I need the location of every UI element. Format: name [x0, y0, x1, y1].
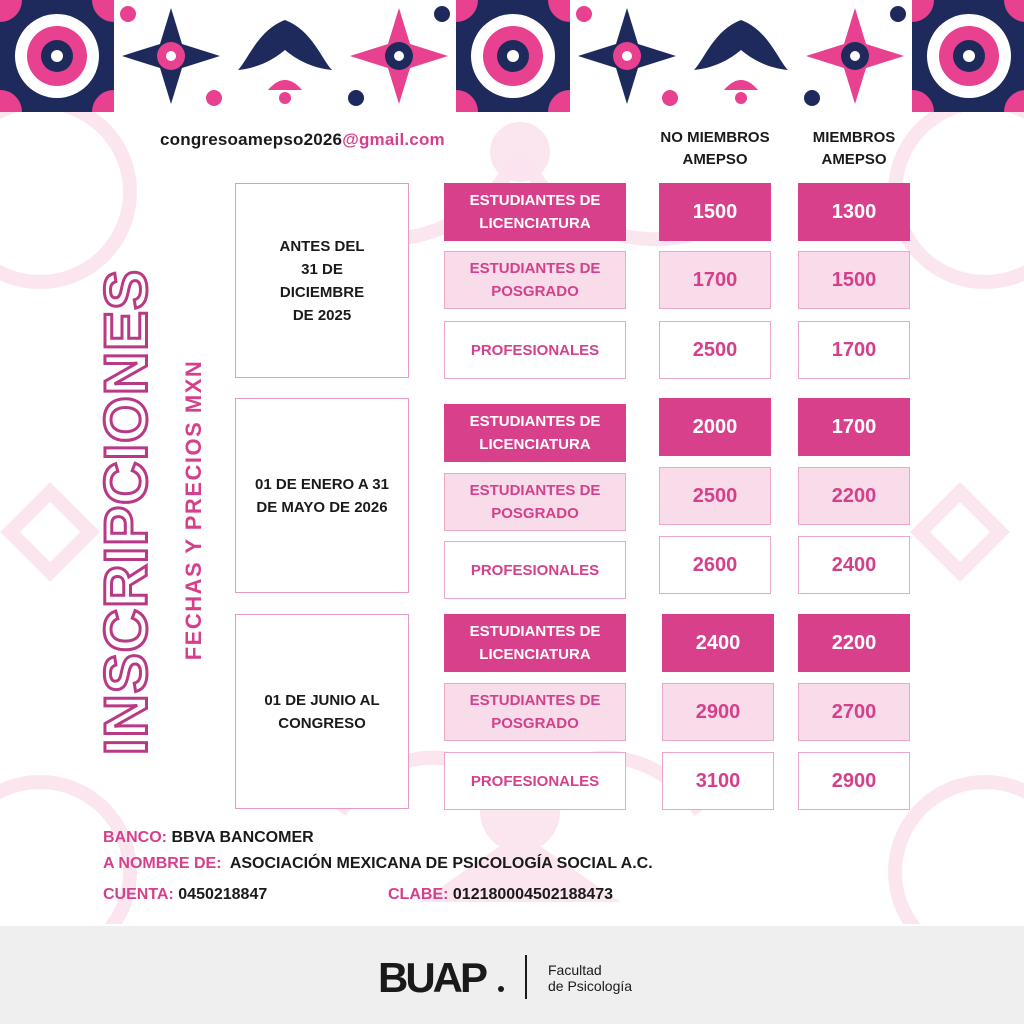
category-undergrad-2: ESTUDIANTES DE LICENCIATURA	[444, 404, 626, 462]
tile-star-icon	[798, 0, 912, 112]
tile-bird-icon	[684, 0, 798, 112]
logo-dot-icon	[498, 986, 504, 992]
clabe-line	[388, 886, 613, 904]
price-cell: 2400	[662, 614, 774, 672]
account-line	[103, 886, 267, 904]
category-undergrad-3: ESTUDIANTES DE LICENCIATURA	[444, 614, 626, 672]
tile-flower-icon	[912, 0, 1024, 112]
tile-star-icon	[570, 0, 684, 112]
bank-label: BANCO:	[103, 829, 167, 846]
category-postgrad-3: ESTUDIANTES DE POSGRADO	[444, 683, 626, 741]
price-cell: 1500	[659, 183, 771, 241]
tile-star-icon	[342, 0, 456, 112]
price-cell: 2200	[798, 614, 910, 672]
account-value: 0450218847	[178, 886, 268, 903]
category-professional-3: PROFESIONALES	[444, 752, 626, 810]
price-cell: 1700	[798, 321, 910, 379]
price-cell: 1500	[798, 251, 910, 309]
category-postgrad-1: ESTUDIANTES DE POSGRADO	[444, 251, 626, 309]
price-cell: 2900	[662, 683, 774, 741]
period-label-3: 01 DE JUNIO AL CONGRESO	[235, 614, 409, 809]
buap-logo: BUAP	[378, 954, 486, 1001]
holder-value: ASOCIACIÓN MEXICANA DE PSICOLOGÍA SOCIAL A.C.	[229, 855, 653, 872]
price-cell: 3100	[662, 752, 774, 810]
category-professional-2: PROFESIONALES	[444, 541, 626, 599]
period-label-2: 01 DE ENERO A 31 DE MAYO DE 2026	[235, 398, 409, 593]
decorative-banner	[0, 0, 1024, 112]
tile-flower-icon	[456, 0, 570, 112]
price-cell: 1700	[659, 251, 771, 309]
holder-line	[103, 855, 653, 873]
column-header-members: MIEMBROS AMEPSO	[812, 129, 896, 168]
column-header-non-members: NO MIEMBROS AMEPSO	[660, 129, 770, 168]
price-cell: 2700	[798, 683, 910, 741]
email-user: congresoamepso2026	[160, 130, 343, 149]
period-label-1: ANTES DEL 31 DE DICIEMBRE DE 2025	[235, 183, 409, 378]
tile-bird-icon	[228, 0, 342, 112]
holder-label: A NOMBRE DE:	[103, 855, 222, 872]
price-cell: 2200	[798, 467, 910, 525]
clabe-label: CLABE:	[388, 886, 449, 903]
footer-divider	[525, 955, 527, 999]
bank-value: BBVA BANCOMER	[171, 829, 314, 846]
faculty-name	[548, 962, 632, 994]
bank-line	[103, 829, 314, 847]
account-label: CUENTA:	[103, 886, 174, 903]
faculty-line-2: de Psicología	[548, 978, 633, 994]
price-cell: 1700	[798, 398, 910, 456]
tile-flower-icon	[0, 0, 114, 112]
price-cell: 2500	[659, 321, 771, 379]
price-cell: 2500	[659, 467, 771, 525]
email-domain: @gmail.com	[342, 130, 445, 149]
footer	[0, 926, 1024, 1024]
price-cell: 2900	[798, 752, 910, 810]
category-undergrad-1: ESTUDIANTES DE LICENCIATURA	[444, 183, 626, 241]
page-title: INSCRIPCIONES	[92, 268, 160, 756]
category-postgrad-2: ESTUDIANTES DE POSGRADO	[444, 473, 626, 531]
faculty-line-1: Facultad	[548, 962, 602, 978]
price-cell: 1300	[798, 183, 910, 241]
price-cell: 2000	[659, 398, 771, 456]
contact-email	[160, 130, 445, 150]
tile-star-icon	[114, 0, 228, 112]
price-cell: 2600	[659, 536, 771, 594]
clabe-value: 012180004502188473	[452, 886, 614, 903]
category-professional-1: PROFESIONALES	[444, 321, 626, 379]
price-cell: 2400	[798, 536, 910, 594]
page-subtitle: FECHAS Y PRECIOS MXN	[181, 359, 206, 661]
